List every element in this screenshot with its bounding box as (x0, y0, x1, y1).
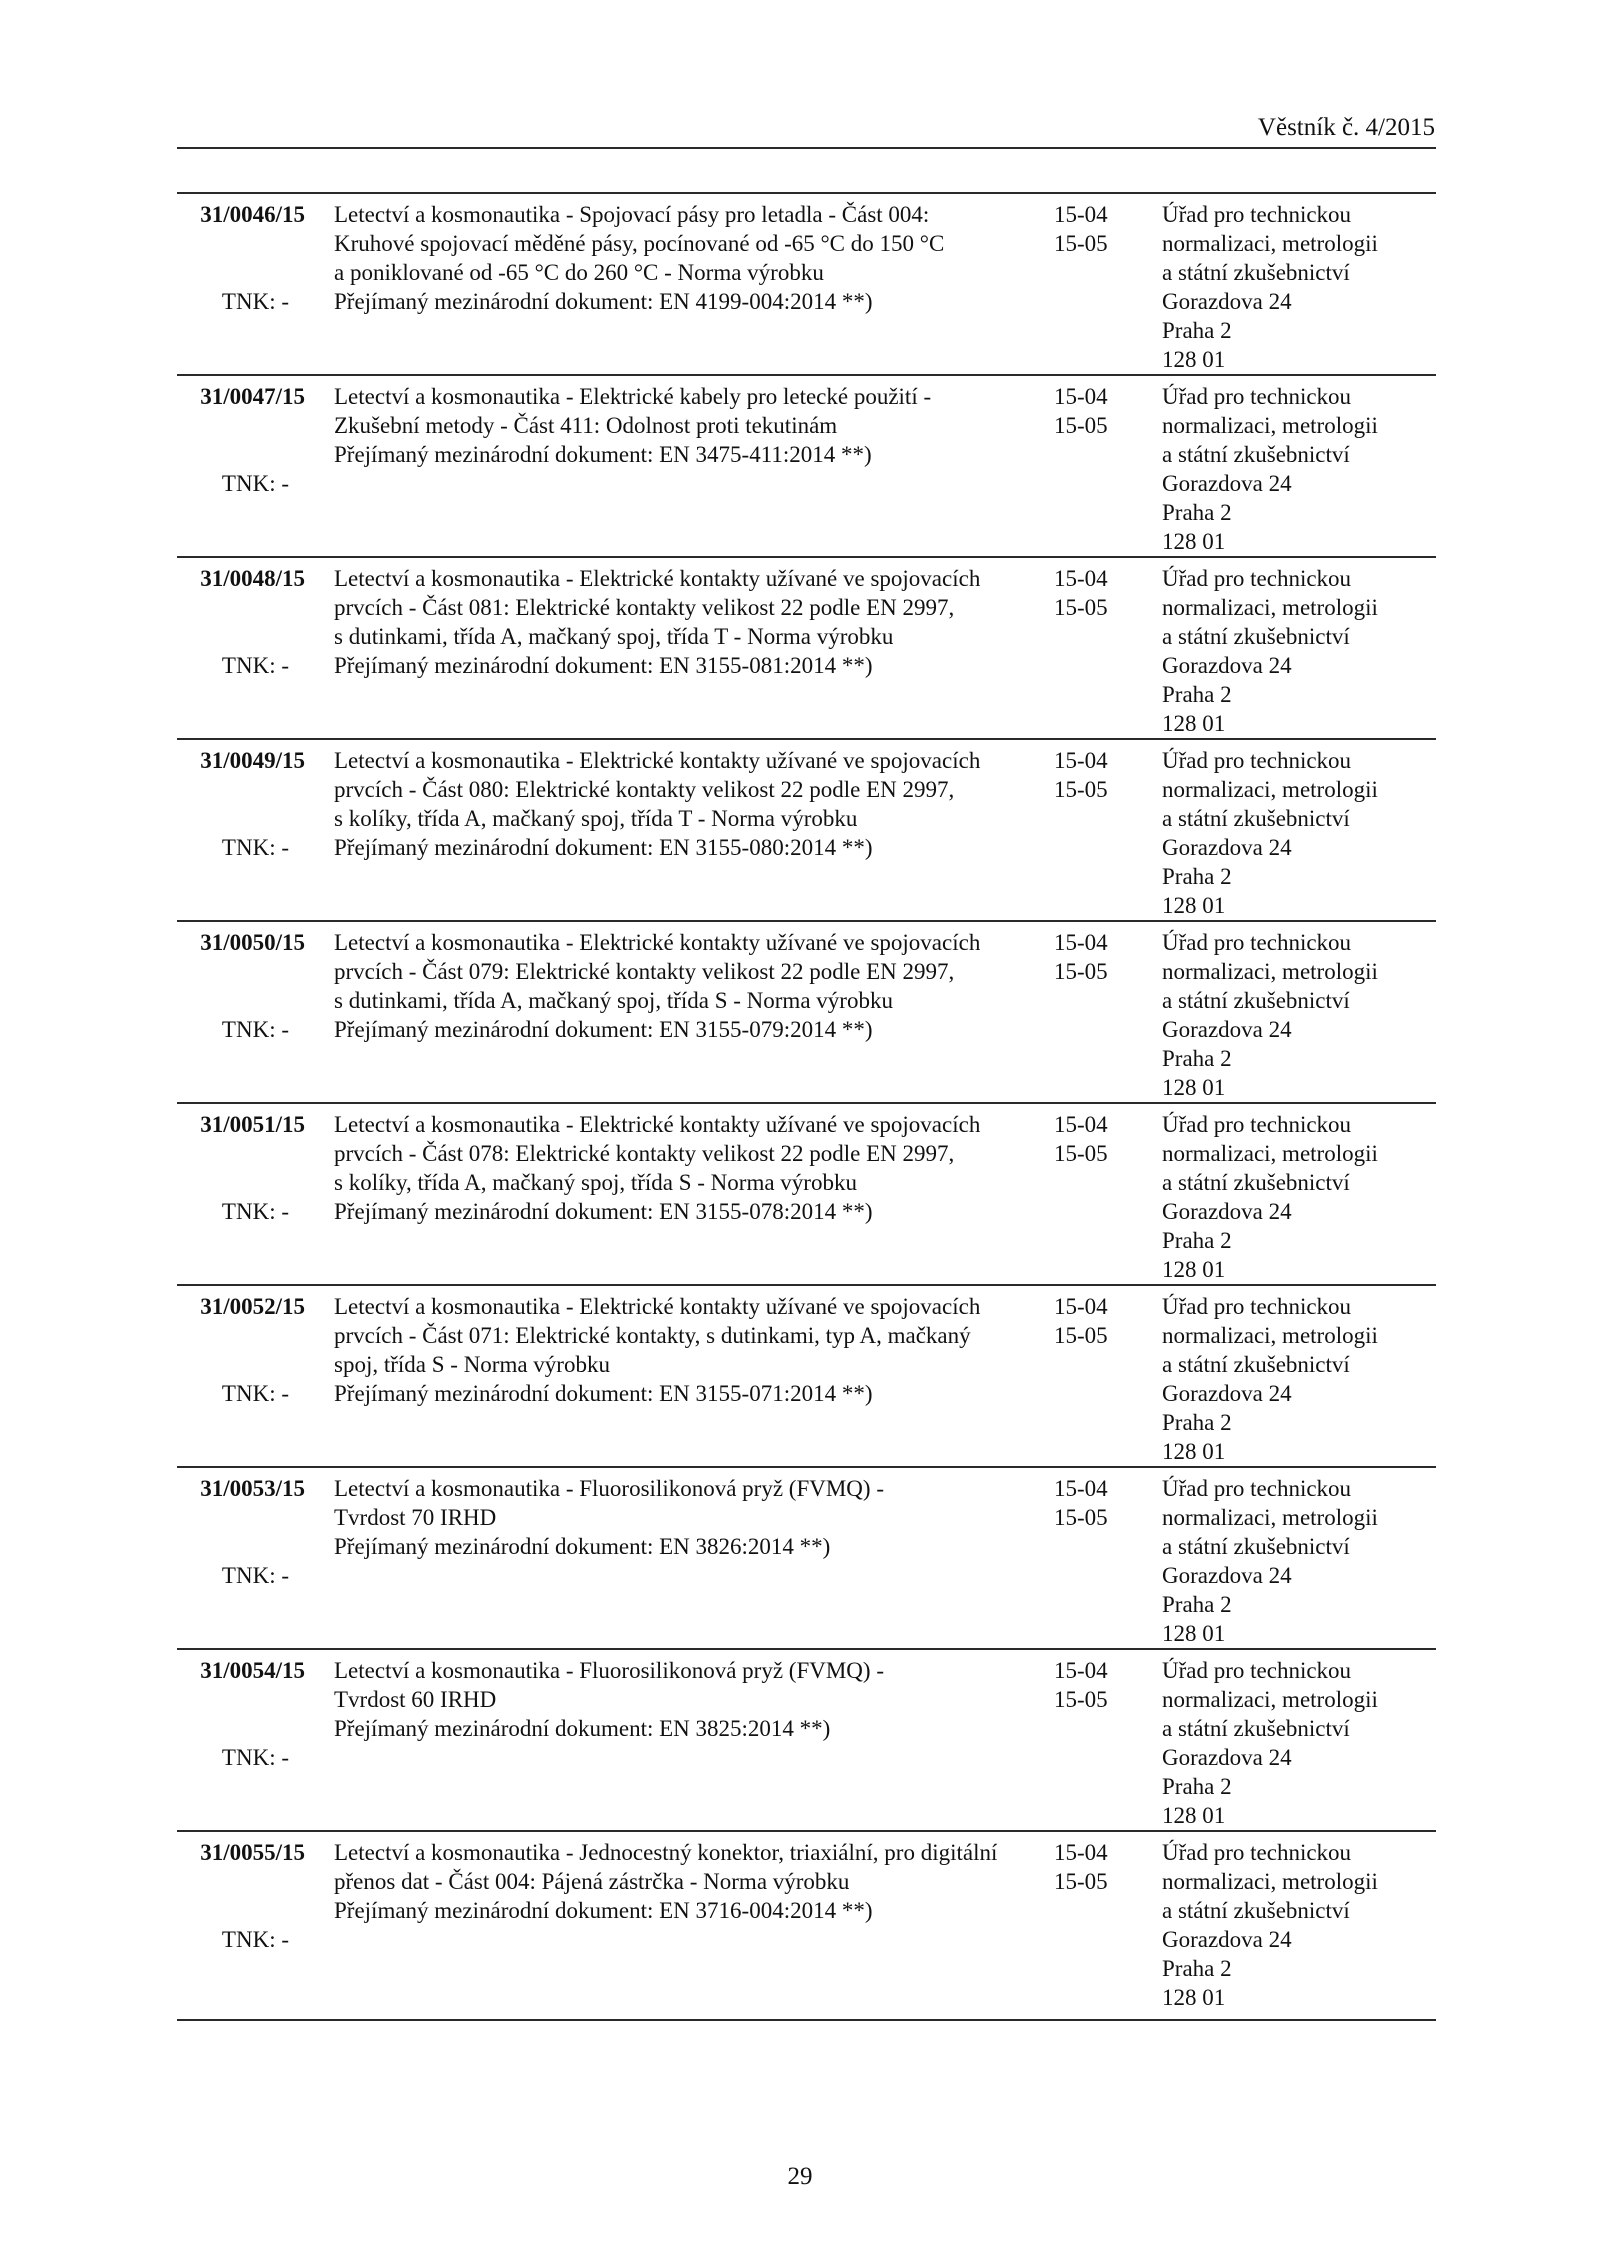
entry-id: 31/0055/15 (200, 1840, 305, 1865)
office-line: normalizaci, metrologii (1162, 959, 1378, 984)
office-line: a státní zkušebnictví (1162, 1716, 1350, 1741)
office-line: normalizaci, metrologii (1162, 1687, 1378, 1712)
entry-id: 31/0054/15 (200, 1658, 305, 1683)
entry-tnk: TNK: - (221, 1199, 289, 1224)
entry-office-address (1162, 746, 1432, 920)
office-line: Gorazdova 24 (1162, 1381, 1292, 1406)
office-line: a státní zkušebnictví (1162, 1898, 1350, 1923)
date-value: 15-05 (1054, 413, 1108, 438)
description-line: Přejímaný mezinárodní dokument: EN 3155-080:2014 **) (334, 835, 873, 860)
entry-tnk: TNK: - (221, 835, 289, 860)
page-number: 29 (787, 2163, 813, 2190)
entry-tnk: TNK: - (221, 1745, 289, 1770)
description-line: Letectví a kosmonautika - Fluorosilikonová pryž (FVMQ) - (334, 1476, 884, 1501)
entry-tnk: TNK: - (221, 471, 289, 496)
entry-dates (1054, 746, 1134, 804)
entry-dates (1054, 928, 1134, 986)
description-line: s kolíky, třída A, mačkaný spoj, třída S - Norma výrobku (334, 1170, 857, 1195)
entry-office-address (1162, 382, 1432, 556)
office-line: normalizaci, metrologii (1162, 1141, 1378, 1166)
date-value: 15-05 (1054, 959, 1108, 984)
office-line: Úřad pro technickou (1162, 748, 1352, 773)
office-line: Praha 2 (1162, 1410, 1232, 1435)
office-line: a státní zkušebnictví (1162, 624, 1350, 649)
date-value: 15-05 (1054, 595, 1108, 620)
office-line: Gorazdova 24 (1162, 835, 1292, 860)
office-line: Gorazdova 24 (1162, 1745, 1292, 1770)
date-value: 15-04 (1054, 384, 1108, 409)
date-value: 15-05 (1054, 231, 1108, 256)
standard-entry (177, 1286, 1436, 1468)
office-line: 128 01 (1162, 1985, 1226, 2010)
description-line: prvcích - Část 081: Elektrické kontakty velikost 22 podle EN 2997, (334, 595, 955, 620)
entry-office-address (1162, 1474, 1432, 1648)
entry-id: 31/0046/15 (200, 202, 305, 227)
office-line: Gorazdova 24 (1162, 653, 1292, 678)
office-line: Gorazdova 24 (1162, 1199, 1292, 1224)
office-line: Praha 2 (1162, 1774, 1232, 1799)
date-value: 15-04 (1054, 1112, 1108, 1137)
entry-id: 31/0053/15 (200, 1476, 305, 1501)
office-line: normalizaci, metrologii (1162, 1323, 1378, 1348)
standard-entry (177, 1650, 1436, 1832)
office-line: a státní zkušebnictví (1162, 988, 1350, 1013)
description-line: Přejímaný mezinárodní dokument: EN 3825:2014 **) (334, 1716, 831, 1741)
standard-entry (177, 1832, 1436, 2021)
standard-entry (177, 1468, 1436, 1650)
date-value: 15-04 (1054, 202, 1108, 227)
description-line: Letectví a kosmonautika - Elektrické kontakty užívané ve spojovacích (334, 1112, 981, 1137)
office-line: Úřad pro technickou (1162, 566, 1352, 591)
description-line: prvcích - Část 071: Elektrické kontakty, s dutinkami, typ A, mačkaný (334, 1323, 971, 1348)
standard-entry (177, 922, 1436, 1104)
description-line: Letectví a kosmonautika - Elektrické kontakty užívané ve spojovacích (334, 930, 981, 955)
entry-tnk: TNK: - (221, 1927, 289, 1952)
entry-office-address (1162, 200, 1432, 374)
description-line: s dutinkami, třída A, mačkaný spoj, třída T - Norma výrobku (334, 624, 894, 649)
standard-entry (177, 376, 1436, 558)
entry-tnk: TNK: - (221, 289, 289, 314)
office-line: Úřad pro technickou (1162, 1658, 1352, 1683)
date-value: 15-05 (1054, 1687, 1108, 1712)
office-line: a státní zkušebnictví (1162, 806, 1350, 831)
entry-dates (1054, 200, 1134, 258)
office-line: Gorazdova 24 (1162, 1927, 1292, 1952)
office-line: Praha 2 (1162, 500, 1232, 525)
office-line: Praha 2 (1162, 318, 1232, 343)
date-value: 15-04 (1054, 930, 1108, 955)
office-line: Úřad pro technickou (1162, 202, 1352, 227)
date-value: 15-05 (1054, 1869, 1108, 1894)
description-line: Přejímaný mezinárodní dokument: EN 3155-079:2014 **) (334, 1017, 873, 1042)
description-line: Letectví a kosmonautika - Elektrické kontakty užívané ve spojovacích (334, 1294, 981, 1319)
office-line: normalizaci, metrologii (1162, 595, 1378, 620)
entry-office-address (1162, 1292, 1432, 1466)
entry-id: 31/0047/15 (200, 384, 305, 409)
date-value: 15-05 (1054, 1505, 1108, 1530)
description-line: Přejímaný mezinárodní dokument: EN 3155-071:2014 **) (334, 1381, 873, 1406)
standard-entry (177, 558, 1436, 740)
entry-office-address (1162, 928, 1432, 1102)
entry-tnk: TNK: - (221, 653, 289, 678)
entry-id: 31/0050/15 (200, 930, 305, 955)
entry-office-address (1162, 1656, 1432, 1830)
office-line: 128 01 (1162, 347, 1226, 372)
entry-tnk: TNK: - (221, 1381, 289, 1406)
description-line: přenos dat - Část 004: Pájená zástrčka - Norma výrobku (334, 1869, 850, 1894)
date-value: 15-05 (1054, 1141, 1108, 1166)
standard-entry (177, 1104, 1436, 1286)
entry-office-address (1162, 564, 1432, 738)
description-line: Přejímaný mezinárodní dokument: EN 3716-004:2014 **) (334, 1898, 873, 1923)
description-line: Letectví a kosmonautika - Elektrické kontakty užívané ve spojovacích (334, 748, 981, 773)
entry-dates (1054, 1110, 1134, 1168)
office-line: Úřad pro technickou (1162, 1112, 1352, 1137)
office-line: 128 01 (1162, 1803, 1226, 1828)
office-line: a státní zkušebnictví (1162, 1534, 1350, 1559)
entry-dates (1054, 382, 1134, 440)
description-line: Tvrdost 70 IRHD (334, 1505, 497, 1530)
office-line: 128 01 (1162, 893, 1226, 918)
office-line: Praha 2 (1162, 1228, 1232, 1253)
office-line: a státní zkušebnictví (1162, 442, 1350, 467)
office-line: normalizaci, metrologii (1162, 231, 1378, 256)
entry-dates (1054, 564, 1134, 622)
description-line: Letectví a kosmonautika - Elektrické kabely pro letecké použití - (334, 384, 932, 409)
office-line: Úřad pro technickou (1162, 930, 1352, 955)
description-line: spoj, třída S - Norma výrobku (334, 1352, 610, 1377)
office-line: 128 01 (1162, 1621, 1226, 1646)
standards-list (177, 192, 1436, 2021)
page-header-title: Věstník č. 4/2015 (1257, 114, 1435, 141)
office-line: Úřad pro technickou (1162, 1840, 1352, 1865)
description-line: prvcích - Část 080: Elektrické kontakty velikost 22 podle EN 2997, (334, 777, 955, 802)
description-line: Letectví a kosmonautika - Elektrické kontakty užívané ve spojovacích (334, 566, 981, 591)
date-value: 15-04 (1054, 566, 1108, 591)
standard-entry (177, 740, 1436, 922)
office-line: Praha 2 (1162, 1956, 1232, 1981)
description-line: prvcích - Část 079: Elektrické kontakty velikost 22 podle EN 2997, (334, 959, 955, 984)
description-line: Přejímaný mezinárodní dokument: EN 3826:2014 **) (334, 1534, 831, 1559)
entry-office-address (1162, 1110, 1432, 1284)
date-value: 15-04 (1054, 1840, 1108, 1865)
header-rule (177, 147, 1436, 149)
office-line: 128 01 (1162, 529, 1226, 554)
date-value: 15-05 (1054, 777, 1108, 802)
description-line: Přejímaný mezinárodní dokument: EN 3155-081:2014 **) (334, 653, 873, 678)
entry-dates (1054, 1292, 1134, 1350)
description-line: s kolíky, třída A, mačkaný spoj, třída T - Norma výrobku (334, 806, 858, 831)
office-line: Úřad pro technickou (1162, 1294, 1352, 1319)
description-line: Přejímaný mezinárodní dokument: EN 3475-411:2014 **) (334, 442, 872, 467)
date-value: 15-04 (1054, 748, 1108, 773)
standard-entry (177, 194, 1436, 376)
office-line: 128 01 (1162, 1075, 1226, 1100)
office-line: Úřad pro technickou (1162, 1476, 1352, 1501)
date-value: 15-04 (1054, 1294, 1108, 1319)
office-line: Praha 2 (1162, 1046, 1232, 1071)
office-line: Praha 2 (1162, 864, 1232, 889)
description-line: a poniklované od -65 °C do 260 °C - Norma výrobku (334, 260, 824, 285)
office-line: Gorazdova 24 (1162, 1017, 1292, 1042)
entry-tnk: TNK: - (221, 1017, 289, 1042)
office-line: Gorazdova 24 (1162, 289, 1292, 314)
office-line: a státní zkušebnictví (1162, 1170, 1350, 1195)
date-value: 15-04 (1054, 1476, 1108, 1501)
entry-id: 31/0049/15 (200, 748, 305, 773)
office-line: Gorazdova 24 (1162, 471, 1292, 496)
office-line: normalizaci, metrologii (1162, 1869, 1378, 1894)
office-line: a státní zkušebnictví (1162, 1352, 1350, 1377)
entry-id: 31/0052/15 (200, 1294, 305, 1319)
entry-id: 31/0051/15 (200, 1112, 305, 1137)
description-line: Letectví a kosmonautika - Spojovací pásy pro letadla - Část 004: (334, 202, 930, 227)
office-line: Praha 2 (1162, 682, 1232, 707)
office-line: 128 01 (1162, 1439, 1226, 1464)
office-line: normalizaci, metrologii (1162, 1505, 1378, 1530)
office-line: normalizaci, metrologii (1162, 777, 1378, 802)
entry-tnk: TNK: - (221, 1563, 289, 1588)
office-line: a státní zkušebnictví (1162, 260, 1350, 285)
description-line: Zkušební metody - Část 411: Odolnost proti tekutinám (334, 413, 838, 438)
date-value: 15-05 (1054, 1323, 1108, 1348)
office-line: Úřad pro technickou (1162, 384, 1352, 409)
entry-id: 31/0048/15 (200, 566, 305, 591)
entry-office-address (1162, 1838, 1432, 2012)
description-line: Přejímaný mezinárodní dokument: EN 3155-078:2014 **) (334, 1199, 873, 1224)
office-line: 128 01 (1162, 711, 1226, 736)
description-line: Letectví a kosmonautika - Fluorosilikonová pryž (FVMQ) - (334, 1658, 884, 1683)
description-line: Kruhové spojovací měděné pásy, pocínované od -65 °C do 150 °C (334, 231, 945, 256)
office-line: Gorazdova 24 (1162, 1563, 1292, 1588)
description-line: Přejímaný mezinárodní dokument: EN 4199-004:2014 **) (334, 289, 873, 314)
entry-dates (1054, 1838, 1134, 1896)
office-line: 128 01 (1162, 1257, 1226, 1282)
description-line: Tvrdost 60 IRHD (334, 1687, 497, 1712)
description-line: Letectví a kosmonautika - Jednocestný konektor, triaxiální, pro digitální (334, 1840, 998, 1865)
entry-dates (1054, 1474, 1134, 1532)
office-line: Praha 2 (1162, 1592, 1232, 1617)
entry-dates (1054, 1656, 1134, 1714)
date-value: 15-04 (1054, 1658, 1108, 1683)
description-line: prvcích - Část 078: Elektrické kontakty velikost 22 podle EN 2997, (334, 1141, 955, 1166)
description-line: s dutinkami, třída A, mačkaný spoj, třída S - Norma výrobku (334, 988, 893, 1013)
office-line: normalizaci, metrologii (1162, 413, 1378, 438)
